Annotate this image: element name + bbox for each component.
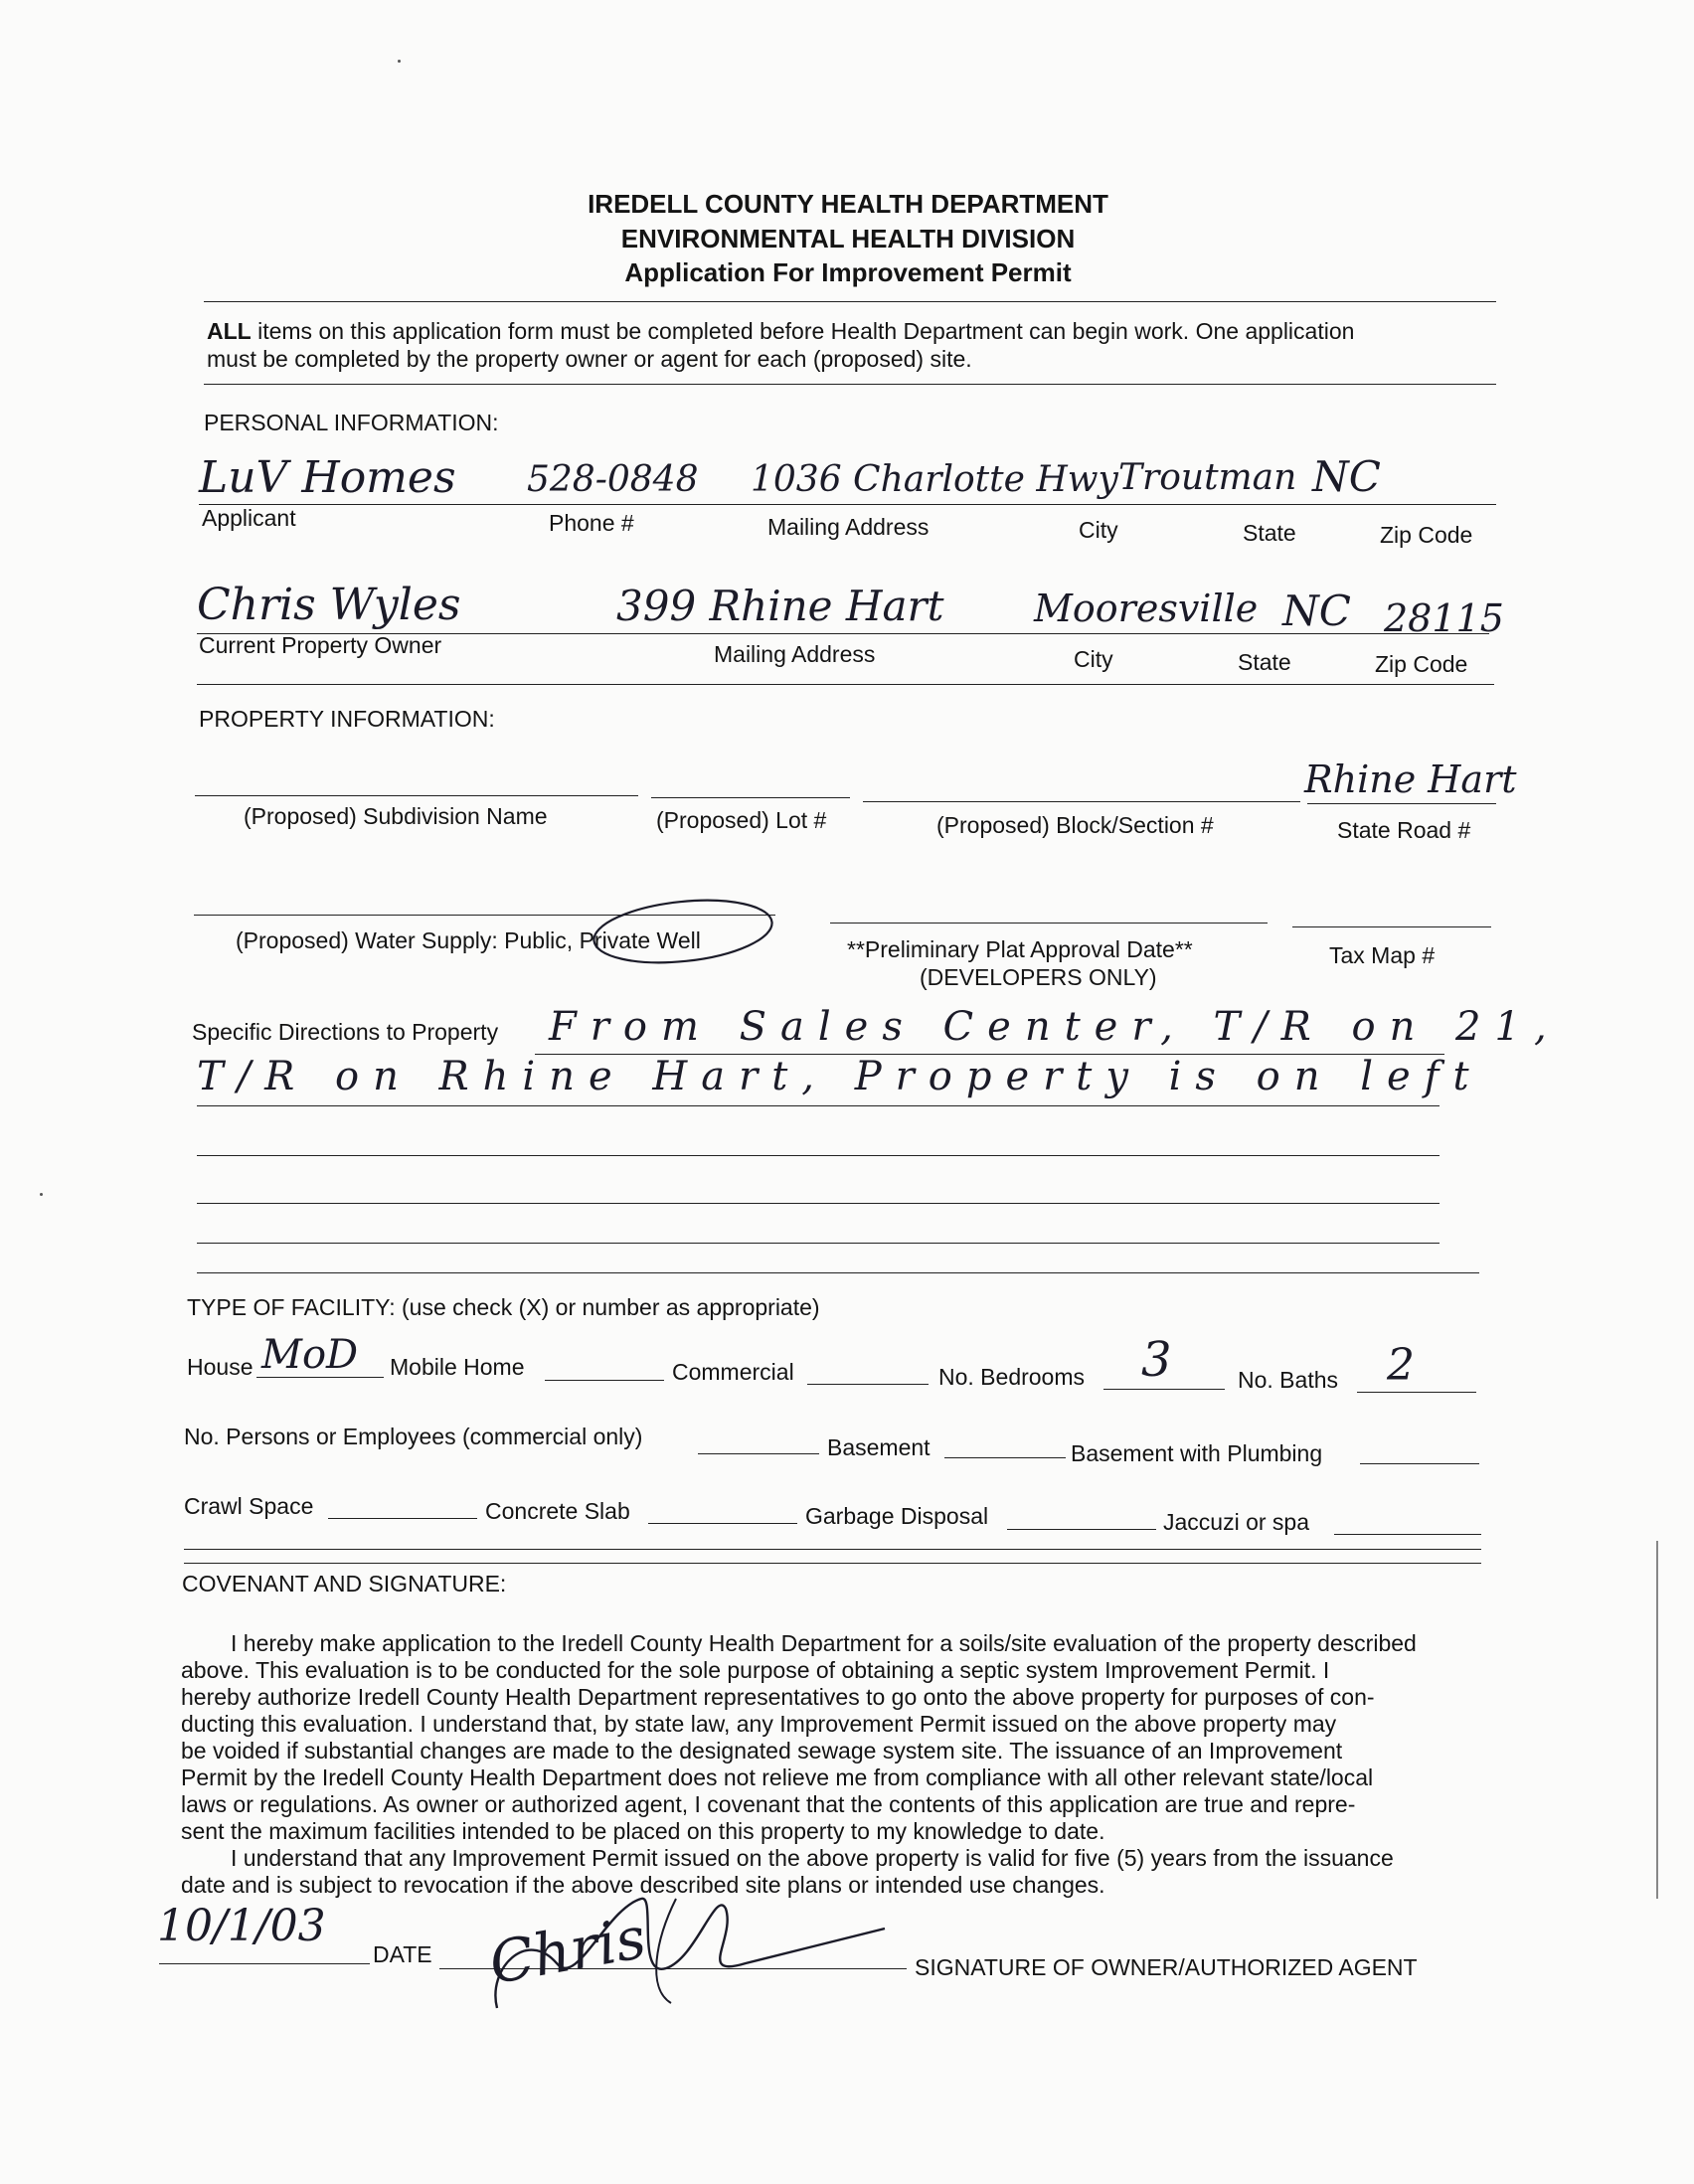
covenant-line: above. This evaluation is to be conducted for the sole purpose of obtaining a septic system Improvement Permit. I	[181, 1657, 1330, 1683]
owner-state-value[interactable]: NC	[1282, 587, 1351, 635]
owner-city-label: City	[1074, 646, 1113, 672]
signature-flourish	[467, 1869, 905, 2018]
covenant-line: hereby authorize Iredell County Health Department representatives to go onto the above property for purposes of con-	[181, 1684, 1375, 1710]
house-value[interactable]: MoD	[261, 1332, 359, 1378]
intro-line-2: must be completed by the property owner or agent for each (proposed) site.	[207, 346, 972, 372]
mailing-value[interactable]: 1036 Charlotte Hwy	[751, 459, 1118, 500]
scan-speck	[398, 60, 401, 63]
mobile-line	[545, 1380, 664, 1381]
mobile-label: Mobile Home	[390, 1354, 525, 1380]
basement-line	[944, 1457, 1066, 1458]
road-label: State Road #	[1337, 817, 1471, 843]
subdivision-label: (Proposed) Subdivision Name	[244, 803, 548, 829]
house-line	[256, 1377, 384, 1378]
directions-label: Specific Directions to Property	[192, 1019, 499, 1045]
phone-value[interactable]: 528-0848	[527, 459, 699, 500]
zip-label: Zip Code	[1380, 522, 1473, 548]
date-label: DATE	[373, 1941, 432, 1967]
commercial-line	[807, 1384, 929, 1385]
divider	[204, 384, 1496, 385]
covenant-line: ducting this evaluation. I understand that, by state law, any Improvement Permit issued on the above property may	[181, 1711, 1337, 1737]
covenant-line: sent the maximum facilities intended to be placed on this property to my knowledge to date.	[181, 1818, 1105, 1844]
slab-line	[648, 1523, 797, 1524]
owner-value[interactable]: Chris Wyles	[197, 580, 461, 630]
directions-rule-5	[197, 1243, 1440, 1244]
owner-state-label: State	[1238, 649, 1291, 675]
signature-label: SIGNATURE OF OWNER/AUTHORIZED AGENT	[915, 1954, 1418, 1980]
covenant-line: laws or regulations. As owner or authorized agent, I covenant that the contents of this application are true and repre-	[181, 1791, 1356, 1817]
divider	[197, 1272, 1479, 1273]
bedrooms-label: No. Bedrooms	[938, 1364, 1086, 1390]
private-well-circle	[589, 890, 777, 969]
plat-sublabel: (DEVELOPERS ONLY)	[920, 964, 1157, 990]
water-prefix: (Proposed) Water Supply: Public,	[236, 927, 574, 953]
house-label: House	[187, 1354, 254, 1380]
personal-heading: PERSONAL INFORMATION:	[204, 410, 499, 435]
block-label: (Proposed) Block/Section #	[936, 812, 1214, 838]
applicant-line	[199, 504, 1496, 505]
plat-line	[830, 923, 1268, 924]
directions-line-1[interactable]: From Sales Center, T/R on 21,	[549, 1004, 1561, 1050]
directions-rule-4	[197, 1203, 1440, 1204]
directions-rule-3	[197, 1155, 1440, 1156]
state-value[interactable]: NC	[1312, 452, 1381, 501]
title-line-3: Application For Improvement Permit	[624, 257, 1072, 287]
scan-edge-line	[1656, 1541, 1658, 1899]
mailing-label: Mailing Address	[767, 514, 930, 540]
plat-label: **Preliminary Plat Approval Date**	[847, 936, 1193, 962]
block-line	[863, 801, 1300, 802]
intro-rest: items on this application form must be completed before Health Department can begin work. One application	[251, 318, 1355, 344]
title-line-1: IREDELL COUNTY HEALTH DEPARTMENT	[588, 189, 1108, 219]
intro-line-1	[207, 318, 1354, 345]
road-value[interactable]: Rhine Hart	[1304, 757, 1517, 801]
road-line	[1307, 803, 1496, 804]
state-label: State	[1243, 520, 1296, 546]
lot-label: (Proposed) Lot #	[656, 807, 827, 833]
applicant-label: Applicant	[202, 505, 296, 531]
persons-label: No. Persons or Employees (commercial only)	[184, 1424, 643, 1449]
basement-label: Basement	[827, 1434, 931, 1460]
persons-line	[698, 1453, 819, 1454]
crawl-line	[328, 1518, 477, 1519]
applicant-value[interactable]: LuV Homes	[199, 452, 456, 503]
covenant-heading: COVENANT AND SIGNATURE:	[182, 1571, 507, 1596]
baths-line	[1357, 1392, 1476, 1393]
jacuzzi-line	[1334, 1534, 1481, 1535]
phone-label: Phone #	[549, 510, 634, 536]
signature-value[interactable]: Chris	[484, 1903, 651, 1998]
water-private-well[interactable]: Private Well	[579, 927, 701, 953]
covenant-text	[181, 1630, 1483, 1899]
taxmap-label: Tax Map #	[1329, 942, 1436, 968]
divider	[184, 1549, 1481, 1550]
date-line	[159, 1963, 370, 1964]
property-heading: PROPERTY INFORMATION:	[199, 706, 495, 732]
owner-mailing-value[interactable]: 399 Rhine Hart	[616, 582, 944, 630]
covenant-line: be voided if substantial changes are made to the designated sewage system site. The issuance of an Improvement	[181, 1738, 1343, 1764]
garbage-line	[1007, 1529, 1156, 1530]
directions-rule-2	[197, 1105, 1440, 1106]
directions-line-2[interactable]: T/R on Rhine Hart, Property is on left	[197, 1054, 1483, 1099]
crawl-label: Crawl Space	[184, 1493, 314, 1519]
owner-zip-value[interactable]: 28115	[1384, 596, 1504, 640]
city-label: City	[1079, 517, 1118, 543]
owner-mailing-label: Mailing Address	[714, 641, 876, 667]
covenant-line: I hereby make application to the Iredell County Health Department for a soils/site evaluation of the property described	[231, 1630, 1417, 1656]
bedrooms-line	[1103, 1389, 1225, 1390]
divider	[184, 1563, 1481, 1564]
commercial-label: Commercial	[672, 1359, 794, 1385]
owner-city-value[interactable]: Mooresville	[1034, 587, 1259, 630]
covenant-line: date and is subject to revocation if the above described site plans or intended use changes.	[181, 1872, 1105, 1898]
jacuzzi-label: Jaccuzi or spa	[1163, 1509, 1310, 1535]
divider	[204, 301, 1496, 302]
slab-label: Concrete Slab	[485, 1498, 630, 1524]
baths-label: No. Baths	[1238, 1367, 1338, 1393]
basement-plumbing-line	[1360, 1463, 1479, 1464]
owner-zip-label: Zip Code	[1375, 651, 1468, 677]
facility-heading: TYPE OF FACILITY: (use check (X) or number as appropriate)	[187, 1294, 820, 1320]
title-line-2: ENVIRONMENTAL HEALTH DIVISION	[620, 224, 1076, 253]
bedrooms-value[interactable]: 3	[1141, 1332, 1172, 1388]
city-value[interactable]: Troutman	[1118, 457, 1297, 498]
divider	[197, 684, 1494, 685]
basement-plumbing-label: Basement with Plumbing	[1071, 1440, 1323, 1466]
scan-speck	[40, 1193, 43, 1196]
baths-value[interactable]: 2	[1387, 1340, 1415, 1391]
date-value[interactable]: 10/1/03	[157, 1901, 326, 1951]
subdivision-line	[195, 795, 638, 796]
covenant-line: Permit by the Iredell County Health Department does not relieve me from compliance with all other relevant state/local	[181, 1764, 1374, 1790]
covenant-line: I understand that any Improvement Permit issued on the above property is valid for five (5) years from the issuance	[231, 1845, 1394, 1871]
garbage-label: Garbage Disposal	[805, 1503, 989, 1529]
lot-line	[651, 797, 850, 798]
owner-label: Current Property Owner	[199, 632, 442, 658]
taxmap-line	[1292, 926, 1491, 927]
intro-bold: ALL	[207, 318, 252, 344]
